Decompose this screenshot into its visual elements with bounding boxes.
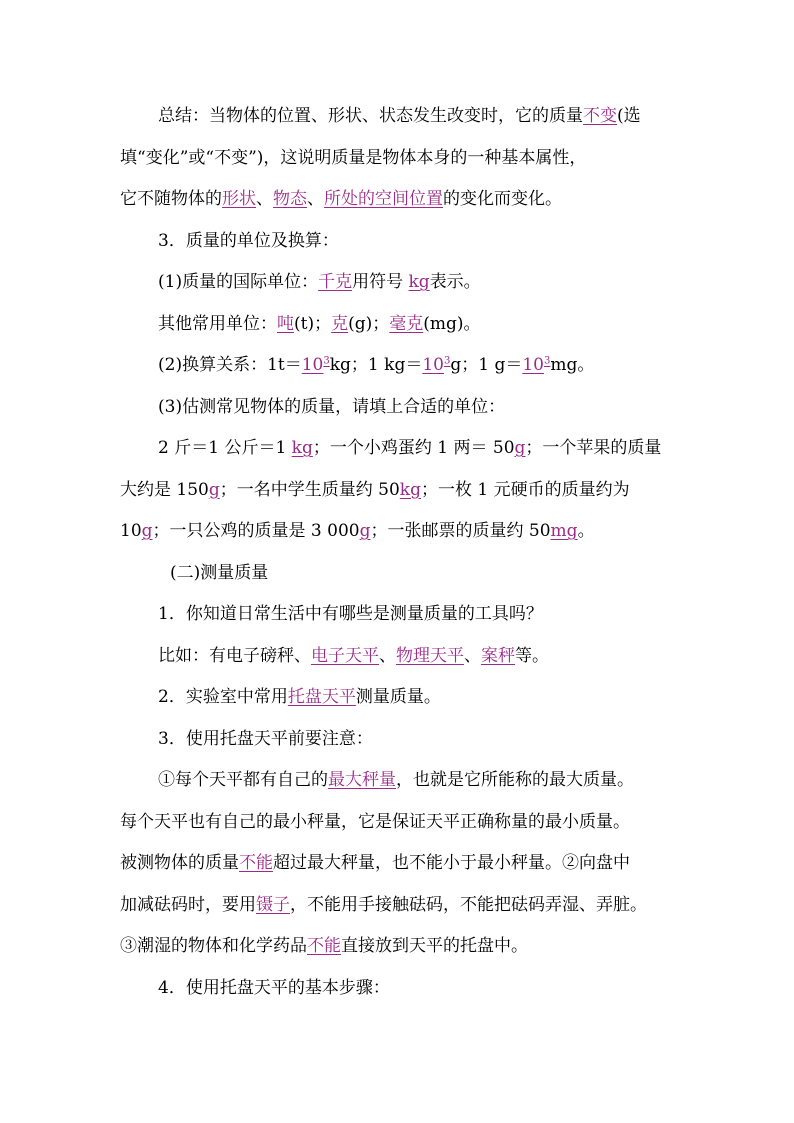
answer-text: 所处的空间位置 [324,189,443,209]
line-text: 测量质量。 [355,687,441,707]
line-text: 、 [307,189,324,209]
text-line [120,636,686,678]
text-line [120,138,686,180]
answer-text: 不能 [307,936,341,956]
answer-text: 10 [422,355,444,375]
answer-text: 最大秤量 [328,770,396,790]
text-line [120,843,686,885]
line-text: 其他常用单位： [158,313,277,334]
line-text: 每个天平也有自己的最小秤量，它是保证天平正确称量的最小质量。 [120,811,630,832]
line-text: 1．你知道日常生活中有哪些是测量质量的工具吗？ [158,604,543,624]
line-text: ，不能用手接触砝码，不能把砝码弄湿、弄脏。 [290,894,647,915]
line-text: 被测物体的质量 [120,853,239,873]
text-line [120,553,686,595]
answer-text: 克 [331,313,349,334]
line-text: ③潮湿的物体和化学药品 [120,936,307,956]
answer-text: 不能 [239,853,273,873]
line-text: 大约是 150 [120,479,209,500]
answer-text: 10 [522,355,544,375]
line-text: ①每个天平都有自己的 [158,770,328,790]
answer-text: 托盘天平 [287,687,356,707]
answer-text: 吨 [277,313,294,334]
answer-text: kg [399,479,421,500]
text-line [120,345,686,387]
line-text: (1)质量的国际单位： [158,272,319,292]
line-text: (g)； [348,313,390,334]
text-line [120,677,686,719]
line-text: 填“变化”或“不变”)，这说明质量是物体本身的一种基本属性， [120,147,587,168]
answer-text: 10 [301,355,324,375]
text-line [120,262,686,304]
answer-text: 案秤 [481,645,515,666]
answer-text: g [514,438,526,458]
document-page [120,96,686,1009]
text-line [120,719,686,761]
line-text: 。 [577,521,595,541]
answer-text: 形状 [222,189,256,209]
answer-text: mg [550,521,578,541]
line-text: (mg)。 [423,313,481,334]
line-text: 等。 [515,645,549,666]
answer-text: 不变 [583,106,617,126]
line-text: (选 [617,106,641,126]
line-text: 3．质量的单位及换算： [158,230,339,251]
answer-text: kg [408,272,430,292]
text-line [120,470,686,512]
line-text: ；一个小鸡蛋约 1 两＝ 50 [312,438,515,458]
line-text: ；一名中学生质量约 50 [219,479,400,500]
answer-text: g [359,521,371,541]
text-line [120,304,686,346]
line-text: ，也就是它所能称的最大质量。 [396,770,634,790]
line-text: (2)换算关系：1t＝ [158,355,302,375]
line-text: mg。 [550,355,595,375]
text-line [120,221,686,263]
line-text: 直接放到天平的托盘中。 [341,936,528,956]
line-text: ；一只公鸡的质量是 3 000 [152,521,360,541]
line-text: 的变化而变化。 [443,189,562,209]
text-line [120,428,686,470]
text-line [120,885,686,927]
answer-text: g [141,521,153,541]
answer-text: 镊子 [256,894,290,915]
line-text: 加减砝码时，要用 [120,894,256,915]
line-text: 超过最大秤量，也不能小于最小秤量。②向盘中 [273,853,630,873]
answer-text: 3 [443,355,451,367]
line-text: g；1 g＝ [450,355,523,375]
line-text: 它不随物体的 [120,189,222,209]
answer-text: 毫克 [389,313,424,334]
text-line [120,968,686,1010]
text-line [120,760,686,802]
line-text: 2．实验室中常用 [158,687,288,707]
line-text: (3)估测常见物体的质量，请填上合适的单位： [158,396,506,417]
text-line [120,387,686,429]
answer-text: 电子天平 [311,645,379,666]
line-text: (二)测量质量 [170,562,269,583]
text-line [120,594,686,636]
text-line [120,926,686,968]
line-text: 当物体的位置、形状、状态发生改变时，它的质量 [209,106,583,126]
line-text: 10 [120,521,142,541]
text-line [120,511,686,553]
line-text: 总结： [158,106,209,126]
text-line [120,802,686,844]
line-text: ；一张邮票的质量约 50 [370,521,551,541]
line-text: 3．使用托盘天平前要注意： [158,728,373,749]
line-text: ；一个苹果的质量 [525,438,662,458]
line-text: 、 [379,645,396,666]
line-text: 用符号 [352,272,409,292]
answer-text: 物理天平 [396,645,464,666]
line-text: 、 [464,645,481,666]
line-text: 2 斤＝1 公斤＝1 [158,438,292,458]
line-text: 4．使用托盘天平的基本步骤： [158,977,390,998]
answer-text: g [208,479,220,500]
text-line [120,96,686,138]
answer-text: 3 [543,355,551,367]
line-text: 、 [256,189,273,209]
line-text: 比如：有电子磅秤、 [158,645,311,666]
line-text: ；一枚 1 元硬币的质量约为 [420,479,630,500]
line-text: kg；1 kg＝ [329,355,423,375]
answer-text: 千克 [318,272,353,292]
line-text: 表示。 [429,272,481,292]
answer-text: 物态 [273,189,307,209]
answer-text: 3 [323,355,330,367]
answer-text: kg [291,438,313,458]
line-text: (t)； [294,313,332,334]
text-line [120,179,686,221]
